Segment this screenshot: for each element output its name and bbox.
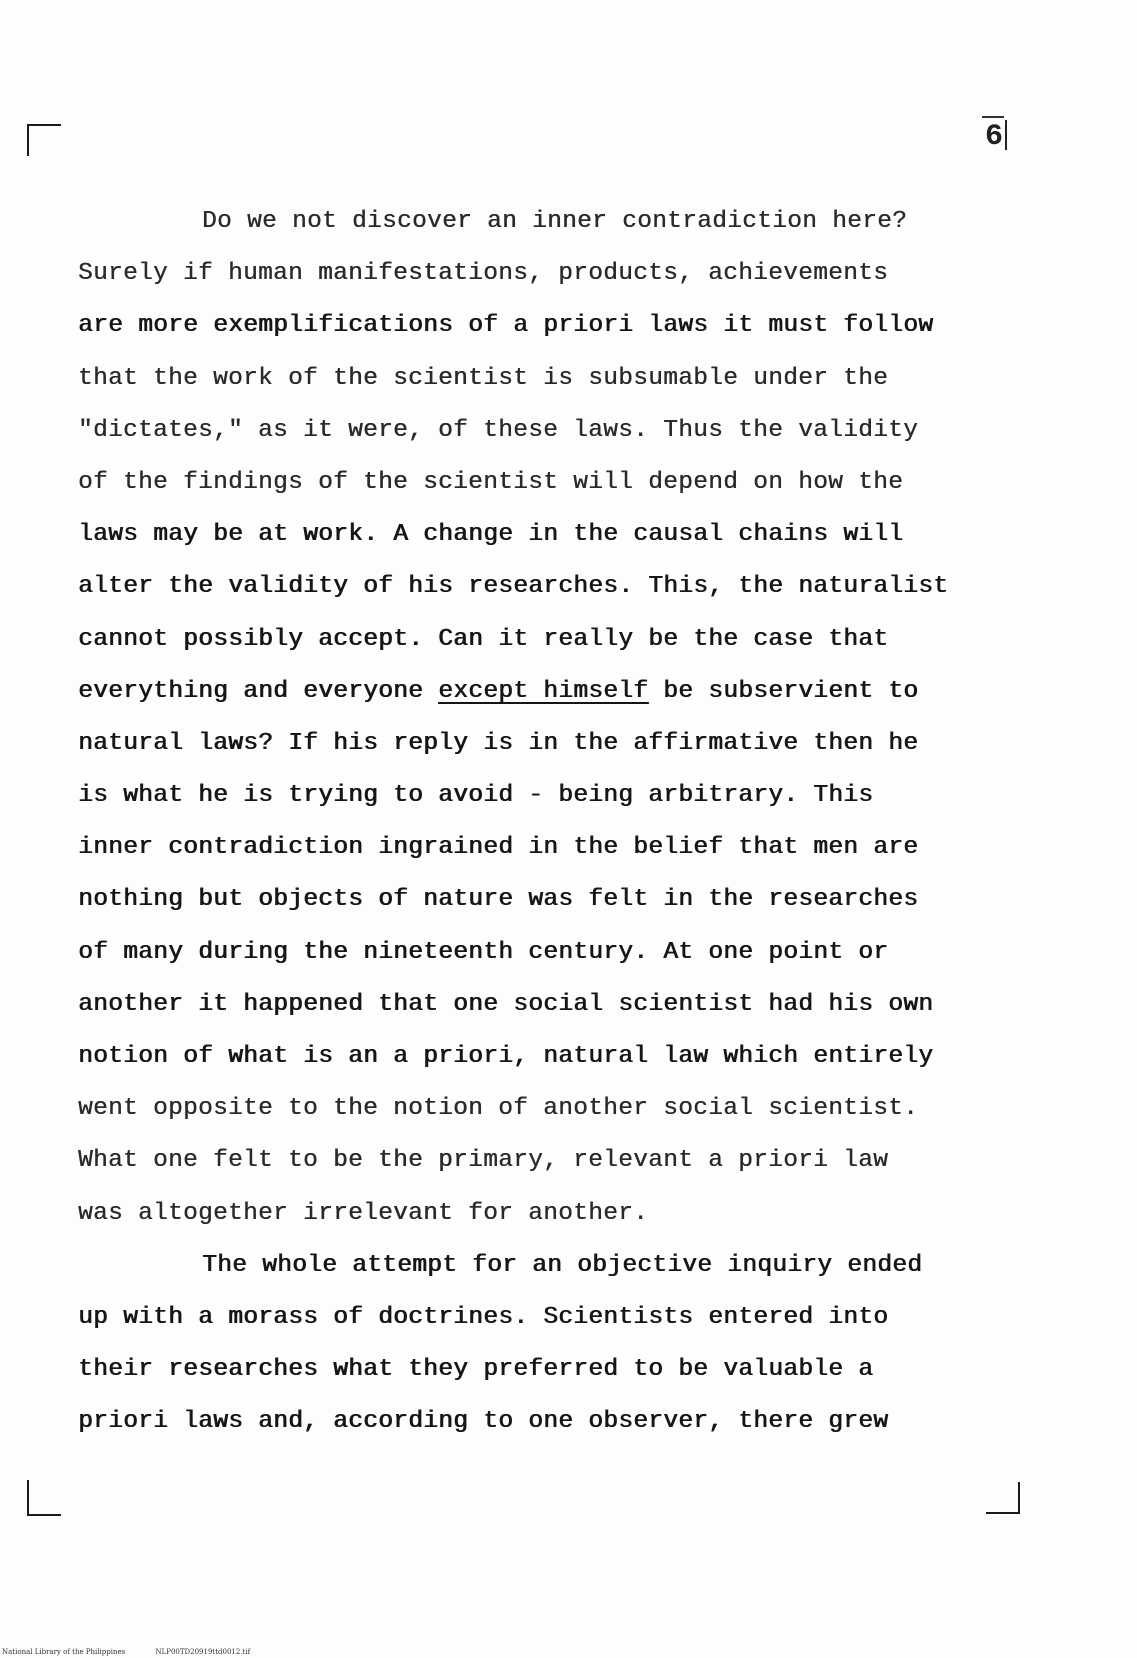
text-line: inner contradiction ingrained in the belief that men are	[78, 834, 919, 862]
page-number: 6	[985, 120, 1004, 154]
text-line: What one felt to be the primary, relevant a priori law	[78, 1147, 889, 1175]
text-line: went opposite to the notion of another social scientist.	[78, 1095, 919, 1123]
page-number-bar	[1005, 120, 1007, 150]
page-number-dash	[982, 116, 1004, 118]
text-line: alter the validity of his researches. This, the naturalist	[78, 573, 949, 601]
underlined-phrase: except himself	[438, 677, 649, 705]
crop-mark-top-left	[27, 124, 61, 156]
text-line: Do we not discover an inner contradiction here?	[202, 208, 908, 235]
text-line: up with a morass of doctrines. Scientists entered into	[78, 1303, 889, 1331]
text-line: that the work of the scientist is subsumable under the	[78, 364, 889, 392]
text-line: priori laws and, according to one observer, there grew	[78, 1408, 889, 1436]
text-line: notion of what is an a priori, natural law which entirely	[78, 1043, 934, 1070]
footer-source: National Library of the Philippines	[2, 1648, 126, 1656]
text-line: natural laws? If his reply is in the affirmative then he	[78, 729, 919, 757]
text-line: was altogether irrelevant for another.	[78, 1199, 649, 1227]
text-line	[78, 666, 1018, 718]
text-segment: everything and everyone	[78, 677, 439, 705]
text-line: nothing but objects of nature was felt in the researches	[78, 886, 919, 914]
text-line: of many during the nineteenth century. At one point or	[78, 938, 889, 966]
text-line: is what he is trying to avoid - being arbitrary. This	[78, 782, 874, 810]
text-segment: be subservient to	[648, 677, 919, 705]
page-number-block	[980, 112, 1024, 156]
typewritten-body	[78, 196, 1018, 1449]
crop-mark-bottom-left	[27, 1480, 61, 1516]
footer-file-id: NLP00TD20919ttd0012.tif	[155, 1648, 251, 1656]
text-line: Surely if human manifestations, products, achievements	[78, 260, 889, 288]
text-line: laws may be at work. A change in the causal chains will	[78, 521, 904, 549]
text-line: "dictates," as it were, of these laws. Thus the validity	[78, 416, 919, 444]
text-line: another it happened that one social scientist had his own	[78, 990, 934, 1018]
text-line: their researches what they preferred to be valuable a	[78, 1356, 874, 1384]
archive-footer	[2, 1648, 250, 1657]
text-line: The whole attempt for an objective inquiry ended	[202, 1251, 923, 1279]
text-line: of the findings of the scientist will depend on how the	[78, 468, 904, 496]
text-line: are more exemplifications of a priori laws it must follow	[78, 312, 934, 340]
crop-mark-bottom-right	[986, 1482, 1020, 1514]
text-line: cannot possibly accept. Can it really be the case that	[78, 625, 889, 653]
